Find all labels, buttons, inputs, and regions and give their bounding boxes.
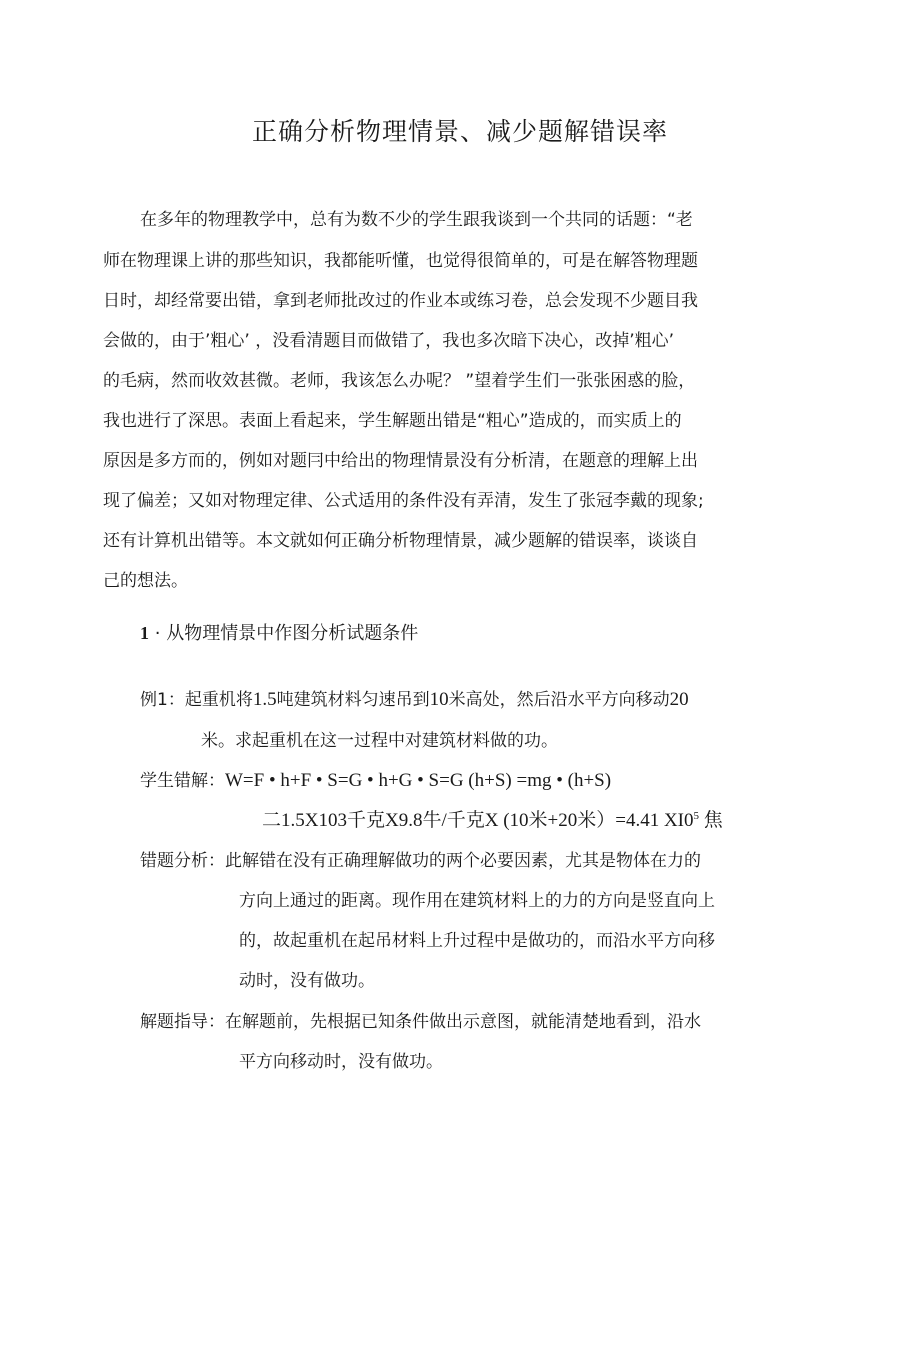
intro-line: 的毛病，然而收效甚微。老师，我该怎么办呢？ ”望着学生们一张张困惑的脸， — [103, 371, 696, 391]
intro-line: 还有计算机出错等。本文就如何正确分析物理情景，减少题解的错误率，谈谈自 — [103, 531, 698, 551]
example-text: 起重机将 — [184, 690, 253, 710]
example-text: 米高处，然后沿水平方向移动 — [448, 690, 670, 710]
intro-line: 在多年的物理教学中，总有为数不少的学生跟我谈到一个共同的话题：“老 — [140, 210, 693, 230]
intro-line: 原因是多方而的，例如对题冃中给出的物理情景没有分析清，在题意的理解上出 — [103, 451, 698, 471]
intro-line: 现了偏差；又如对物理定律、公式适用的条件没有弄清，发生了张冠李戴的现象; — [103, 491, 704, 511]
guidance-text: 在解题前，先根据已知条件做出示意图，就能清楚地看到，沿水 — [225, 1012, 701, 1032]
intro-line: 己的想法。 — [103, 571, 188, 591]
section-heading — [140, 620, 418, 647]
example-number: 20 — [669, 689, 689, 710]
example-number: 10 — [429, 689, 449, 710]
example-line-2: 米。求起重机在这一过程中对建筑材料做的功。 — [201, 731, 558, 751]
error-analysis-line: 的，故起重机在起吊材料上升过程中是做功的，而沿水平方向移 — [239, 931, 715, 951]
wrong-solution-label: 学生错解： — [140, 771, 225, 791]
error-analysis-line: 方向上通过的距离。现作用在建筑材料上的力的方向是竖直向上 — [239, 891, 715, 911]
intro-line: 师在物理课上讲的那些知识，我都能听懂，也觉得很简单的，可是在解答物理题 — [103, 251, 698, 271]
intro-line: 我也进行了深思。表面上看起来，学生解题出错是“粗心”造成的，而实质上的 — [103, 411, 682, 431]
wrong-solution-line-2 — [262, 809, 723, 833]
unit: 焦 — [699, 810, 723, 831]
document-title: 正确分析物理情景、减少题解错误率 — [251, 117, 668, 146]
section-heading-text: 从物理情景中作图分析试题条件 — [166, 623, 419, 644]
section-separator: · — [154, 623, 161, 644]
wrong-solution-calculation: 二1.5X103千克X9.8牛/千克X (10米+20米）=4.41 XI0 — [262, 810, 694, 831]
example-number: 1.5 — [252, 689, 277, 710]
section-number: 1 — [140, 623, 149, 643]
error-analysis-text: 此解错在没有正确理解做功的两个必要因素，尤其是物体在力的 — [225, 851, 701, 871]
example-text: 吨建筑材料匀速吊到 — [276, 690, 430, 710]
guidance-line — [140, 1010, 701, 1034]
error-analysis-line: 动时，没有做功。 — [239, 971, 375, 991]
guidance-line: 平方向移动时，没有做功。 — [239, 1052, 443, 1072]
error-analysis-line — [140, 849, 701, 873]
guidance-label: 解题指导： — [140, 1012, 225, 1032]
wrong-solution-line-1 — [140, 769, 611, 793]
wrong-solution-formula: W=F • h+F • S=G • h+G • S=G (h+S) =mg • (h+S) — [225, 770, 612, 791]
intro-line: 日时，却经常要出错，拿到老师批改过的作业本或练习卷，总会发现不少题目我 — [103, 291, 698, 311]
exponent: 5 — [693, 810, 699, 822]
example-line-1 — [140, 688, 689, 712]
error-analysis-label: 错题分析： — [140, 851, 225, 871]
intro-line: 会做的，由于’粗心’ ，没看清题目而做错了，我也多次暗下决心，改掉’粗心’ — [103, 331, 675, 351]
example-label: 例1： — [140, 690, 185, 710]
